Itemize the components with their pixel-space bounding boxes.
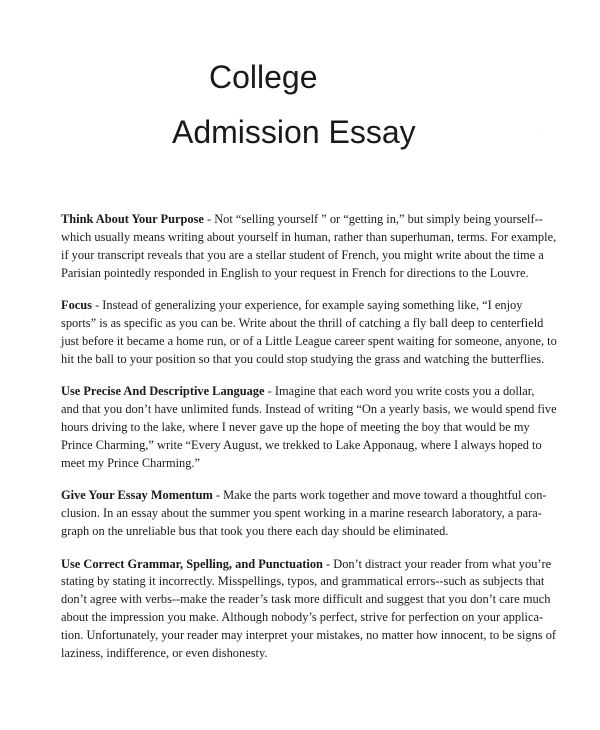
paragraph-heading: Give Your Essay Momentum [61,488,213,503]
paragraph-line: meet my Prince Charming.” [61,455,201,470]
paragraph-line: about the impression you make. Although nobody’s perfect, strive for perfection on your applica- [61,610,544,625]
paragraph-line: stating by stating it incorrectly. Misspellings, typos, and grammatical errors--such as subjects that [61,574,545,589]
title-line-1: College [209,59,318,95]
paragraph-momentum [61,487,561,541]
paragraph-line: which usually means writing about yourself in human, rather than superhuman, terms. For example, [61,229,557,244]
paragraph-line: - Instead of generalizing your experience, for example saying something like, “I enjoy [91,298,523,313]
essay-body [61,211,561,677]
paragraph-line: sports” is as specific as you can be. Write about the thrill of catching a fly ball deep to centerfield [61,316,544,331]
paragraph-purpose [61,211,561,283]
paragraph-heading: Use Correct Grammar, Spelling, and Punctuation [61,556,323,571]
paragraph-line: graph on the unreliable bus that took you there each day should be eliminated. [61,524,449,539]
paragraph-heading: Think About Your Purpose [61,212,204,226]
paragraph-line: hit the ball to your position so that you could stop studying the grass and watching the butterflies. [61,351,545,366]
paragraph-line: clusion. In an essay about the summer you spent working in a marine research laboratory, a para- [61,506,542,521]
paragraph-line: if your transcript reveals that you are a stellar student of French, you might write about the time a [61,247,544,262]
paragraph-line: Prince Charming,” write “Every August, we trekked to Lake Apponaug, where I always hoped to [61,437,542,452]
paragraph-grammar [61,556,561,663]
corner-mark: · [540,130,542,136]
paragraph-line: and that you don’t have unlimited funds. Instead of writing “On a yearly basis, we would spend five [61,402,557,417]
paragraph-line: - Don’t distract your reader from what you’re [322,556,552,571]
paragraph-line: just before it became a home run, or of a Little League career spent waiting for someone, anyone, to [61,333,557,348]
paragraph-line: tion. Unfortunately, your reader may interpret your mistakes, no matter how innocent, to be signs of [61,628,557,643]
paragraph-line: don’t agree with verbs--make the reader’s task more difficult and suggest that you don’t care much [61,592,551,607]
paragraph-heading: Focus [61,298,92,313]
paragraph-line: - Imagine that each word you write costs you a dollar, [264,384,535,399]
title-line-2: Admission Essay [172,114,416,150]
paragraph-line: - Not “selling yourself ” or “getting in,” but simply being yourself-- [203,212,543,226]
paragraph-language [61,383,561,473]
paragraph-heading: Use Precise And Descriptive Language [61,384,265,399]
paragraph-line: laziness, indifference, or even dishonesty. [61,646,268,661]
paragraph-line: hours driving to the lake, where I never gave up the hope of meeting the boy that would be my [61,420,530,435]
paragraph-line: - Make the parts work together and move toward a thoughtful con- [212,488,547,503]
paragraph-line: Parisian pointedly responded in English to your request in French for directions to the Louvre. [61,265,529,280]
paragraph-focus [61,297,561,369]
